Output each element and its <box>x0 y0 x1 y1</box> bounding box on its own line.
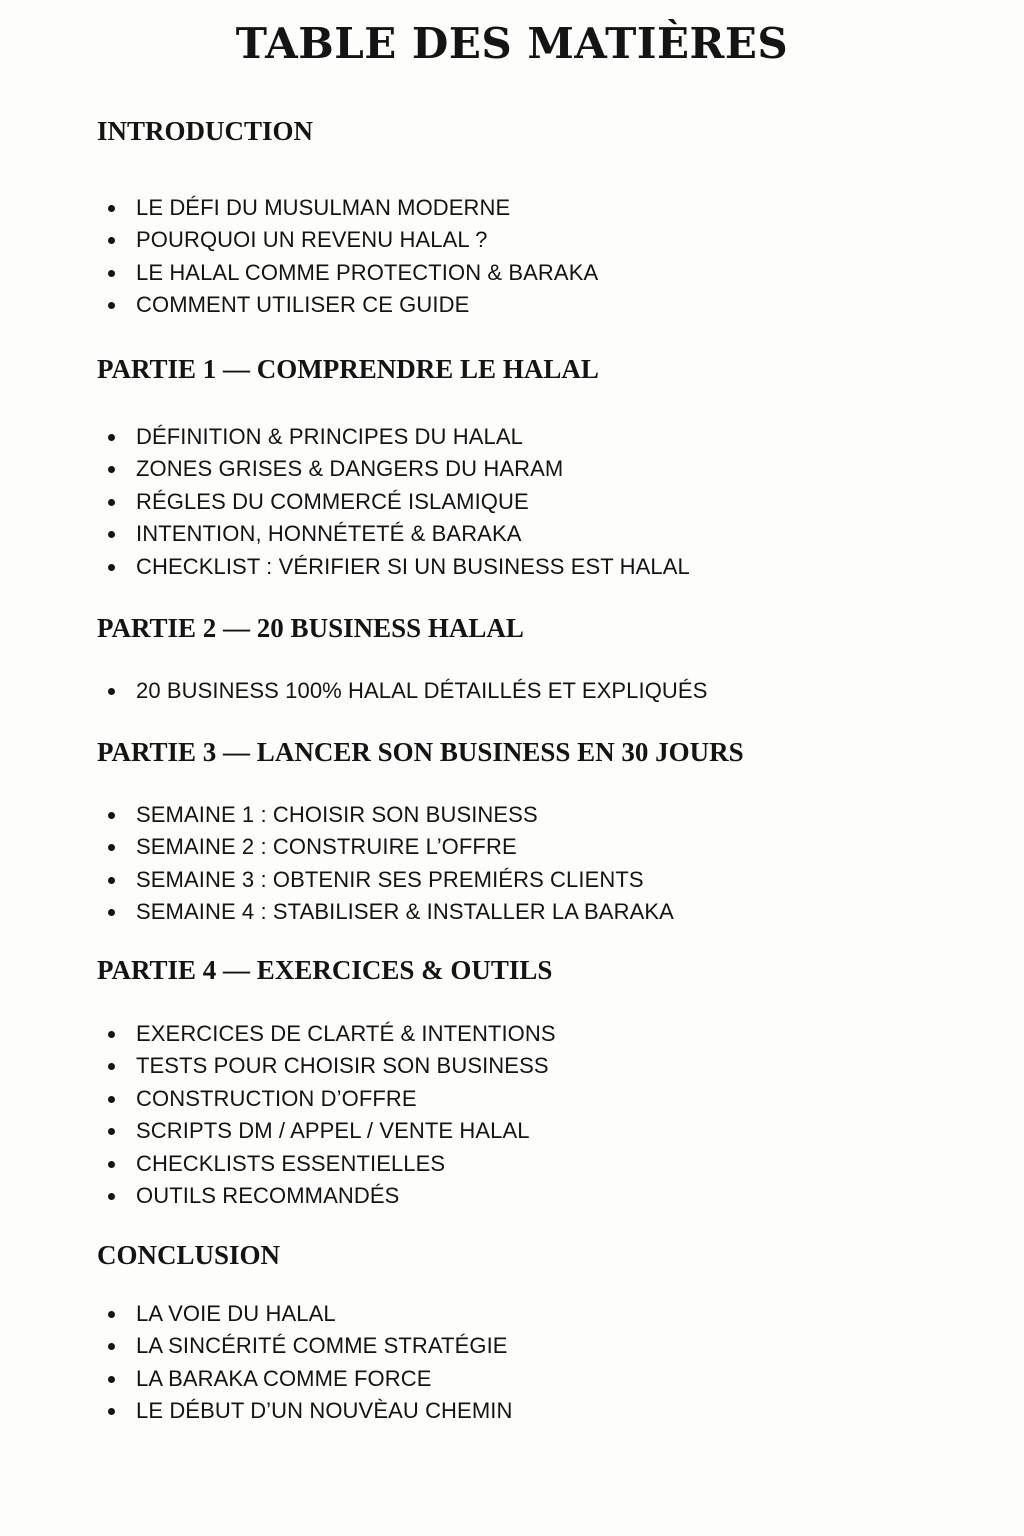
section-list <box>106 192 598 322</box>
list-item <box>106 1363 512 1395</box>
list-item-label: 20 BUSINESS 100% HALAL DÉTAILLÉS ET EXPLIQUÉS <box>136 678 708 703</box>
list-item <box>106 831 674 863</box>
list-item-label: LE DÉBUT D’UN NOUVÈAU CHEMIN <box>136 1398 513 1424</box>
bullet-icon <box>108 1063 115 1070</box>
bullet-icon <box>108 812 115 819</box>
section-list <box>106 421 690 583</box>
bullet-icon <box>108 499 115 506</box>
bullet-icon <box>108 909 115 916</box>
bullet-icon <box>108 1311 115 1318</box>
section-heading: PARTIE 1 — COMPRENDRE LE HALAL <box>97 354 599 384</box>
list-item <box>106 1298 512 1330</box>
list-item-label: CHECKLISTS ESSENTIELLES <box>136 1150 446 1176</box>
bullet-icon <box>108 564 115 571</box>
bullet-icon <box>108 1193 115 1200</box>
list-item-label: LE DÉFI DU MUSULMAN MODERNE <box>136 195 511 220</box>
bullet-icon <box>108 270 115 277</box>
list-item-label: INTENTION, HONNÉTETÉ & BARAKA <box>136 521 522 547</box>
list-item <box>106 551 690 583</box>
list-item-label: LA VOIE DU HALAL <box>136 1301 336 1326</box>
list-item <box>106 486 690 518</box>
list-item-label: LE HALAL COMME PROTECTION & BARAKA <box>136 259 599 285</box>
bullet-icon <box>108 1128 115 1135</box>
bullet-icon <box>108 237 115 244</box>
list-item-label: DÉFINITION & PRINCIPES DU HALAL <box>136 424 523 449</box>
list-item <box>106 1083 556 1115</box>
list-item <box>106 864 674 896</box>
list-item-label: SCRIPTS DM / APPEL / VENTE HALAL <box>136 1118 530 1144</box>
list-item-label: OUTILS RECOMMANDÉS <box>136 1182 400 1208</box>
bullet-icon <box>108 688 115 695</box>
list-item <box>106 1180 556 1212</box>
list-item <box>106 518 690 550</box>
bullet-icon <box>108 1408 115 1415</box>
list-item-label: SEMAINE 2 : CONSTRUIRE L’OFFRE <box>136 834 517 860</box>
page-title: TABLE DES MATIÈRES <box>235 19 789 68</box>
section-list <box>106 675 707 707</box>
bullet-icon <box>108 434 115 441</box>
bullet-icon <box>108 844 115 851</box>
list-item-label: LA SINCÉRITÉ COMME STRATÉGIE <box>136 1333 508 1359</box>
bullet-icon <box>108 1161 115 1168</box>
list-item <box>106 289 598 321</box>
list-item <box>106 1148 556 1180</box>
list-item <box>106 1050 556 1082</box>
section-heading: CONCLUSION <box>97 1240 281 1270</box>
section-list <box>106 799 674 929</box>
list-item <box>106 421 690 453</box>
list-item <box>106 675 707 707</box>
list-item <box>106 1330 512 1362</box>
list-item-label: COMMENT UTILISER CE GUIDE <box>136 292 470 318</box>
bullet-icon <box>108 877 115 884</box>
list-item <box>106 1115 556 1147</box>
list-item <box>106 192 598 224</box>
section-heading: PARTIE 3 — LANCER SON BUSINESS EN 30 JOURS <box>97 737 744 767</box>
list-item-label: LA BARAKA COMME FORCE <box>136 1365 432 1391</box>
list-item <box>106 799 674 831</box>
bullet-icon <box>108 1376 115 1383</box>
bullet-icon <box>108 531 115 538</box>
list-item-label: ZONES GRISES & DANGERS DU HARAM <box>136 456 564 482</box>
list-item <box>106 453 690 485</box>
list-item <box>106 224 598 256</box>
bullet-icon <box>108 1031 115 1038</box>
list-item <box>106 257 598 289</box>
bullet-icon <box>108 1096 115 1103</box>
list-item-label: SEMAINE 1 : CHOISIR SON BUSINESS <box>136 802 538 827</box>
section-list <box>106 1298 512 1428</box>
list-item <box>106 1395 512 1427</box>
bullet-icon <box>108 1343 115 1350</box>
list-item-label: TESTS POUR CHOISIR SON BUSINESS <box>136 1053 549 1079</box>
list-item <box>106 1018 556 1050</box>
bullet-icon <box>108 205 115 212</box>
section-heading: PARTIE 4 — EXERCICES & OUTILS <box>97 955 553 985</box>
list-item-label: EXERCICES DE CLARTÉ & INTENTIONS <box>136 1021 556 1046</box>
section-list <box>106 1018 556 1212</box>
list-item-label: RÉGLES DU COMMERCÉ ISLAMIQUE <box>136 488 529 514</box>
list-item-label: CHECKLIST : VÉRIFIER SI UN BUSINESS EST HALAL <box>136 553 690 579</box>
list-item-label: POURQUOI UN REVENU HALAL ? <box>136 227 488 253</box>
section-heading: INTRODUCTION <box>97 116 314 146</box>
section-heading: PARTIE 2 — 20 BUSINESS HALAL <box>97 613 524 643</box>
list-item-label: SEMAINE 3 : OBTENIR SES PREMIÉRS CLIENTS <box>136 866 644 892</box>
bullet-icon <box>108 302 115 309</box>
list-item-label: CONSTRUCTION D’OFFRE <box>136 1085 417 1111</box>
bullet-icon <box>108 466 115 473</box>
list-item <box>106 896 674 928</box>
list-item-label: SEMAINE 4 : STABILISER & INSTALLER LA BARAKA <box>136 899 674 925</box>
